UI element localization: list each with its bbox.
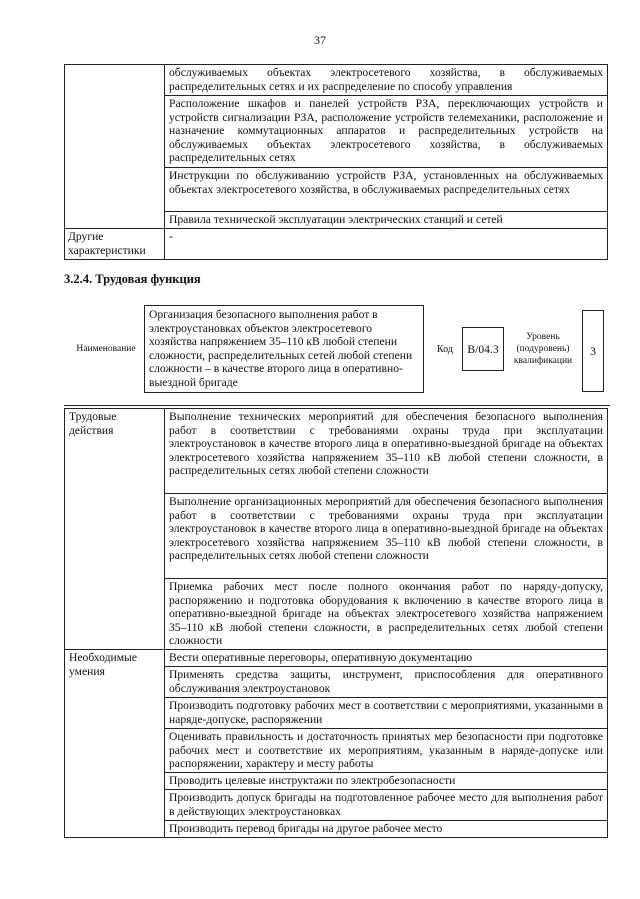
table-cell: Выполнение технических мероприятий для обеспечения безопасного выполнения работ в соответствии с требованиями охраны труда при эксплуатации электроустановок в качестве второго лица в оперативно-выездной бригаде на объектах электросетевого хозяйства напряжением 35–110 кВ любой степени сложности, в распределительных сетях любой степени сложности xyxy=(165,409,608,494)
code-label: Код xyxy=(437,344,453,355)
table-cell: обслуживаемых объектах электросетевого хозяйства, в обслуживаемых распределительных сетях и их распределение по способу управления xyxy=(165,65,608,96)
table-row xyxy=(65,65,608,96)
function-details-table xyxy=(64,408,608,838)
function-code: B/04.3 xyxy=(462,327,504,371)
qualification-level: 3 xyxy=(582,310,604,392)
knowledge-table xyxy=(64,64,608,260)
row-label: Другие характеристики xyxy=(65,229,165,260)
table-row xyxy=(65,229,608,260)
table-cell: Проводить целевые инструктажи по электробезопасности xyxy=(165,773,608,790)
table-cell: - xyxy=(165,229,608,260)
divider xyxy=(64,405,610,406)
function-header xyxy=(64,305,610,405)
table-cell: Вести оперативные переговоры, оперативную документацию xyxy=(165,650,608,667)
table-row xyxy=(65,409,608,494)
row-label: Трудовые действия xyxy=(65,409,165,650)
table-cell: Применять средства защиты, инструмент, приспособления для оперативного обслуживания электроустановок xyxy=(165,667,608,698)
name-label: Наименование xyxy=(76,344,136,354)
table-cell: Производить допуск бригады на подготовленное рабочее место для выполнения работ в действующих электроустановках xyxy=(165,790,608,821)
table-cell: Производить перевод бригады на другое рабочее место xyxy=(165,821,608,838)
table-cell: Приемка рабочих мест после полного окончания работ по наряду-допуску, распоряжению и подготовка оборудования к включению в качестве второго лица в оперативно-выездной бригаде на объектах электросетевого хозяйства напряжением 35–110 кВ любой степени сложности, в распределительных сетях любой степени сложности xyxy=(165,579,608,650)
function-name: Организация безопасного выполнения работ в электроустановках объектов электросетевого хозяйства напряжением 35–110 кВ любой степени сложности, распределительных сетей любой степени сложности – в качестве второго лица в оперативно-выездной бригаде xyxy=(144,305,424,393)
table-cell: Производить подготовку рабочих мест в соответствии с мероприятиями, указанными в наряде-допуске, распоряжении xyxy=(165,698,608,729)
level-label: Уровень (подуровень) квалификации xyxy=(513,332,573,366)
row-label xyxy=(65,65,165,229)
table-cell: Инструкции по обслуживанию устройств РЗА, установленных на обслуживаемых объектах электросетевого хозяйства, в обслуживаемых распределительных сетях xyxy=(165,168,608,212)
table-cell: Расположение шкафов и панелей устройств РЗА, переключающих устройств и устройств сигнализации РЗА, расположение устройств телемеханики, расположение и назначение коммутационных аппаратов и распределительных устройств на обслуживаемых объектах электросетевого хозяйства, в обслуживаемых распределительных сетях xyxy=(165,96,608,168)
table-cell: Оценивать правильность и достаточность принятых мер безопасности при подготовке рабочих мест и соответствие их мероприятиям, указанным в наряде-допуске или распоряжении, характеру и месту работы xyxy=(165,729,608,773)
page-number: 37 xyxy=(314,33,326,47)
table-row xyxy=(65,650,608,667)
table-cell: Выполнение организационных мероприятий для обеспечения безопасного выполнения работ в соответствии с требованиями охраны труда при эксплуатации электроустановок в качестве второго лица в оперативно-выездной бригаде на объектах электросетевого хозяйства напряжением 35–110 кВ любой степени сложности, в распределительных сетях любой степени сложности xyxy=(165,494,608,579)
row-label: Необходимые умения xyxy=(65,650,165,838)
table-cell: Правила технической эксплуатации электрических станций и сетей xyxy=(165,212,608,229)
section-heading: 3.2.4. Трудовая функция xyxy=(64,272,201,286)
